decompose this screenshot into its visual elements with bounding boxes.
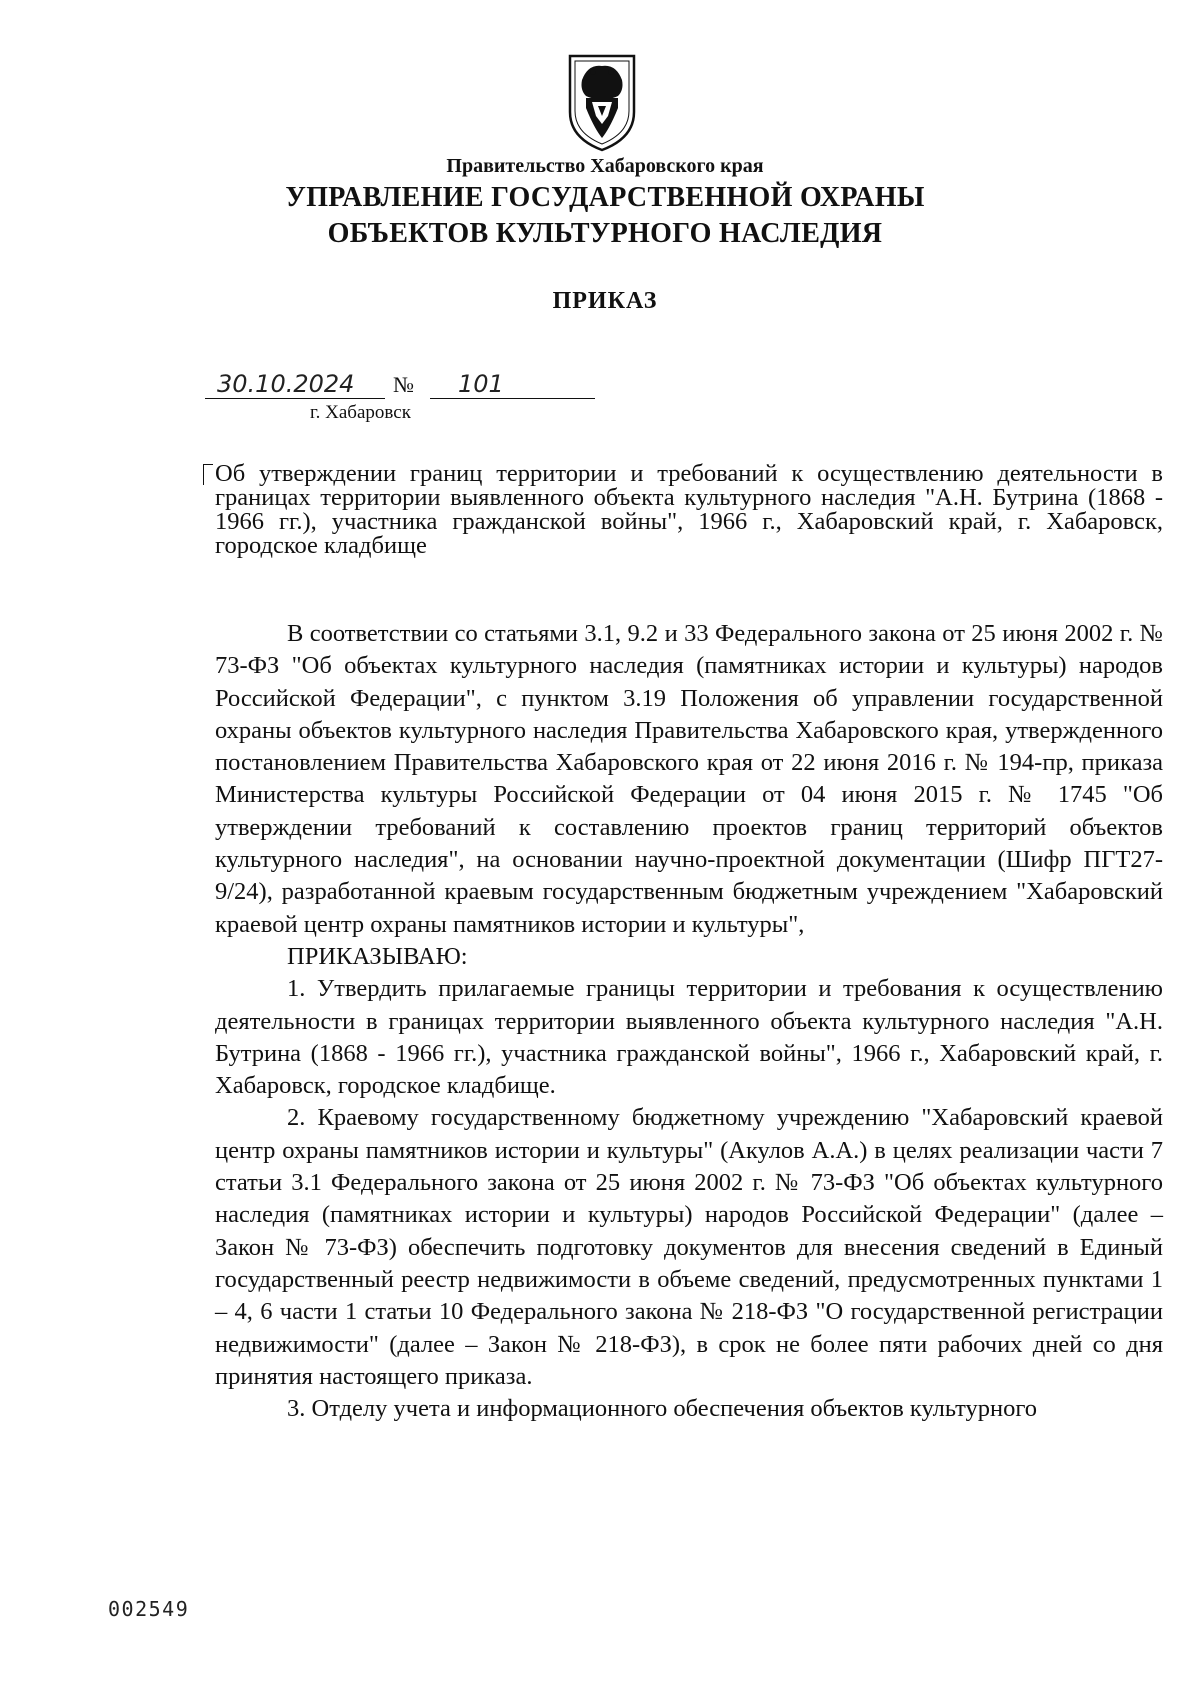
serial-number-stamp: 002549 xyxy=(108,1597,190,1621)
government-name: Правительство Хабаровского края xyxy=(446,155,764,177)
handwritten-date: 30.10.2024 xyxy=(217,370,355,398)
order-item-2: 2. Краевому государственному бюджетному учреждению "Хабаровский краевой центр охраны памятников истории и культуры" (Акулов А.А.) в целях реализации части 7 статьи 3.1 Федерального закона от 25 июня 2002 г. № 73-ФЗ "Об объектах культурного наследия (памятниках истории и культуры) народов Российской Федерации" (далее – Закон № 73-ФЗ) обеспечить подготовку документов для внесения сведений в Единый государственный реестр недвижимости в объеме сведений, предусмотренных пунктами 1 – 4, 6 части 1 статьи 10 Федерального закона № 218-ФЗ "О государственной регистрации недвижимости" (далее – Закон № 218-ФЗ), в срок не более пяти рабочих дней со дня принятия настоящего приказа. xyxy=(215,1104,1163,1390)
number-field xyxy=(430,368,595,399)
number-sign: № xyxy=(393,372,414,397)
order-item-1: 1. Утвердить прилагаемые границы территории и требования к осуществлению деятельности в границах территории выявленного объекта культурного наследия "А.Н. Бутрина (1868 - 1966 гг.), участника гражданской войны", 1966 г., Хабаровский край, г. Хабаровск, городское кладбище. xyxy=(215,975,1163,1100)
document-subject: Об утверждении границ территории и требований к осуществлению деятельности в границах территории выявленного объекта культурного наследия "А.Н. Бутрина (1868 - 1966 гг.), участника гражданской войны", 1966 г., Хабаровский край, г. Хабаровск, городское кладбище xyxy=(215,460,1163,559)
document-body xyxy=(215,618,1163,1425)
department-line-1: УПРАВЛЕНИЕ ГОСУДАРСТВЕННОЙ ОХРАНЫ xyxy=(285,182,925,213)
city-label: г. Хабаровск xyxy=(310,402,411,423)
date-field xyxy=(205,368,385,399)
department-name xyxy=(0,180,1200,252)
handwritten-number: 101 xyxy=(458,370,504,398)
document-type-title: ПРИКАЗ xyxy=(552,288,658,314)
order-item-3: 3. Отделу учета и информационного обеспечения объектов культурного xyxy=(287,1395,1038,1423)
command-line: ПРИКАЗЫВАЮ: xyxy=(287,942,468,970)
department-line-2: ОБЪЕКТОВ КУЛЬТУРНОГО НАСЛЕДИЯ xyxy=(327,218,883,249)
coat-of-arms-icon xyxy=(562,50,642,152)
preamble-paragraph: В соответствии со статьями 3.1, 9.2 и 33 Федерального закона от 25 июня 2002 г. № 73-ФЗ "Об объектах культурного наследия (памятниках истории и культуры) народов Российской Федерации", с пунктом 3.19 Положения об управлении государственной охраны объектов культурного наследия Правительства Хабаровского края, утвержденного постановлением Правительства Хабаровского края от 22 июня 2016 г. № 194-пр, приказа Министерства культуры Российской Федерации от 04 июня 2015 г. № 1745 "Об утверждении требований к составлению проектов границ территорий объектов культурного наследия", на основании научно-проектной документации (Шифр ПГТ27-9/24), разработанной краевым государственным бюджетным учреждением "Хабаровский краевой центр охраны памятников истории и культуры", xyxy=(215,620,1163,938)
subject-bracket-icon xyxy=(203,464,213,485)
